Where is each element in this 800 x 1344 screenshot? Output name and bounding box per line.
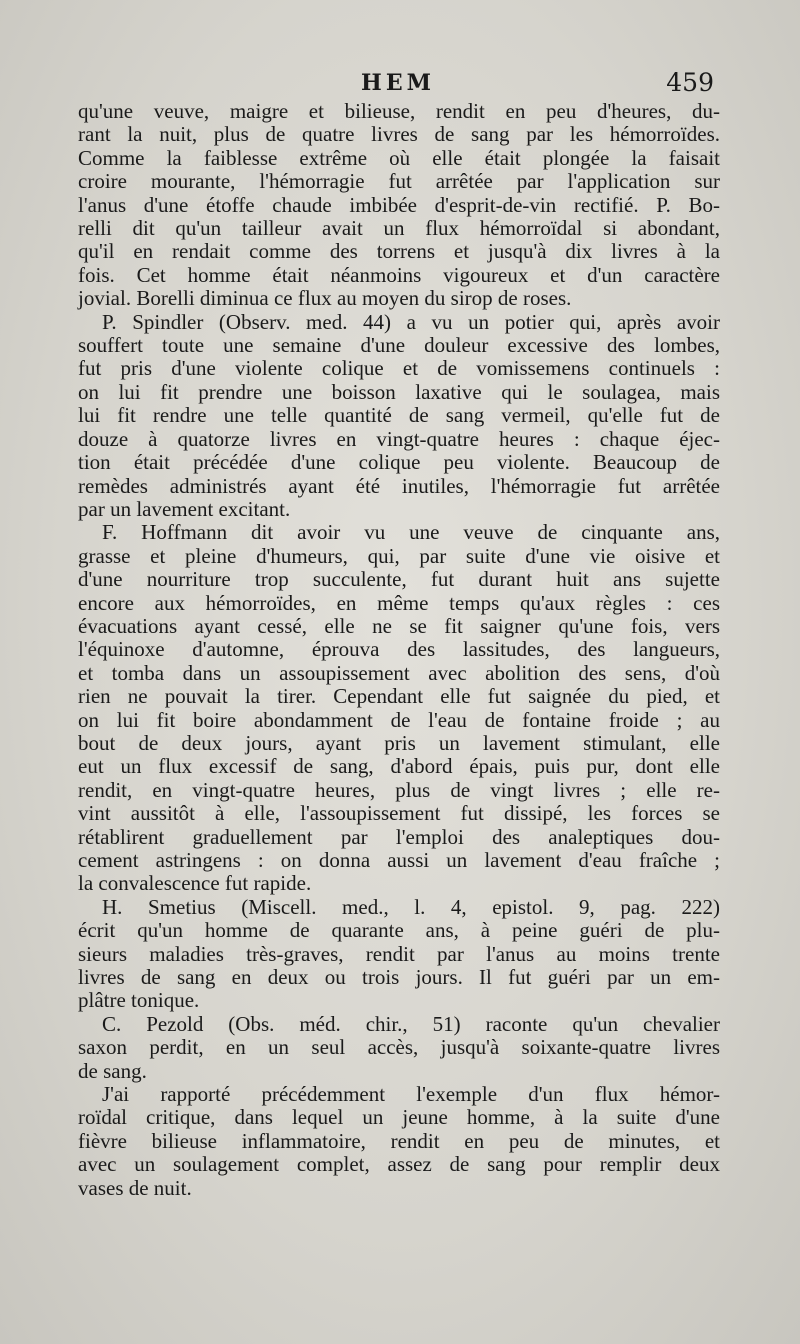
paragraph (78, 1083, 720, 1200)
text-line: C. Pezold (Obs. méd. chir., 51) raconte qu'un chevalier (102, 1011, 720, 1036)
text-line: vint aussitôt à elle, l'assoupissement fut dissipé, les forces se (78, 801, 720, 826)
page-number: 459 (666, 68, 714, 97)
text-line: croire mourante, l'hémorragie fut arrêtée par l'application sur (78, 169, 720, 194)
text-line: l'anus d'une étoffe chaude imbibée d'esprit-de-vin rectifié. P. Bo- (78, 192, 720, 217)
paragraph (78, 1013, 720, 1083)
text-line: qu'une veuve, maigre et bilieuse, rendit en peu d'heures, du- (78, 99, 720, 123)
text-line: écrit qu'un homme de quarante ans, à peine guéri de plu- (78, 918, 720, 943)
text-line: sieurs maladies très-graves, rendit par l'anus au moins trente (78, 941, 720, 966)
text-line: lui fit rendre une telle quantité de sang vermeil, qu'elle fut de (78, 403, 720, 428)
text-line: la convalescence fut rapide. (78, 871, 312, 896)
text-line: rant la nuit, plus de quatre livres de sang par les hémorroïdes. (78, 122, 720, 147)
text-line: tion était précédée d'une colique peu violente. Beaucoup de (78, 450, 720, 475)
text-line: encore aux hémorroïdes, en même temps qu'aux règles : ces (78, 590, 720, 615)
text-line: rétablirent graduellement par l'emploi des analeptiques dou- (78, 824, 720, 849)
text-line: fois. Cet homme était néanmoins vigoureux et d'un caractère (78, 262, 720, 287)
text-line: livres de sang en deux ou trois jours. Il fut guéri par un em- (78, 965, 720, 990)
text-line: plâtre tonique. (78, 988, 200, 1013)
text-line: fièvre bilieuse inflammatoire, rendit en peu de minutes, et (78, 1128, 720, 1153)
text-line: fut pris d'une violente colique et de vomissemens continuels : (78, 356, 720, 381)
body-text (78, 100, 720, 1200)
text-line: relli dit qu'un tailleur avait un flux hémorroïdal si abondant, (78, 216, 720, 241)
text-line: qu'il en rendait comme des torrens et jusqu'à dix livres à la (78, 239, 720, 264)
text-line: avec un soulagement complet, assez de sang pour remplir deux (78, 1152, 720, 1177)
text-line: roïdal critique, dans lequel un jeune homme, à la suite d'une (78, 1105, 720, 1130)
running-title: HEM (361, 70, 435, 96)
text-line: et tomba dans un assoupissement avec abolition des sens, d'où (78, 660, 720, 685)
text-line: bout de deux jours, ayant pris un lavement stimulant, elle (78, 730, 720, 755)
text-line: d'une nourriture trop succulente, fut durant huit ans sujette (78, 567, 720, 592)
text-line: eut un flux excessif de sang, d'abord épais, puis pur, dont elle (78, 754, 720, 779)
text-line: grasse et pleine d'humeurs, qui, par suite d'une vie oisive et (78, 543, 720, 568)
text-line: cement astringens : on donna aussi un lavement d'eau fraîche ; (78, 848, 720, 872)
text-line: F. Hoffmann dit avoir vu une veuve de cinquante ans, (102, 520, 720, 545)
text-line: on lui fit prendre une boisson laxative qui le soulagea, mais (78, 379, 720, 404)
text-line: remèdes administrés ayant été inutiles, l'hémorragie fut arrêtée (78, 473, 720, 498)
text-line: rien ne pouvait la tirer. Cependant elle fut saignée du pied, et (78, 684, 720, 709)
page-header (78, 66, 718, 100)
text-line: J'ai rapporté précédemment l'exemple d'un flux hémor- (102, 1082, 720, 1107)
text-line: Comme la faiblesse extrême où elle était plongée la faisait (78, 145, 720, 170)
text-line: saxon perdit, en un seul accès, jusqu'à soixante-quatre livres (78, 1035, 720, 1060)
text-line: on lui fit boire abondamment de l'eau de fontaine froide ; au (78, 707, 720, 732)
text-line: H. Smetius (Miscell. med., l. 4, epistol. 9, pag. 222) (102, 894, 720, 919)
text-line: par un lavement excitant. (78, 496, 291, 521)
text-line: évacuations ayant cessé, elle ne se fit saigner qu'une fois, vers (78, 613, 720, 638)
text-line: vases de nuit. (78, 1175, 192, 1200)
text-line: rendit, en vingt-quatre heures, plus de vingt livres ; elle re- (78, 777, 720, 802)
paragraph (78, 311, 720, 522)
text-line: jovial. Borelli diminua ce flux au moyen du sirop de roses. (78, 286, 572, 311)
text-line: P. Spindler (Observ. med. 44) a vu un potier qui, après avoir (102, 309, 720, 334)
text-line: de sang. (78, 1058, 147, 1083)
paragraph (78, 896, 720, 1013)
paragraph (78, 100, 720, 311)
paragraph (78, 521, 720, 896)
text-line: souffert toute une semaine d'une douleur excessive des lombes, (78, 333, 720, 358)
text-line: douze à quatorze livres en vingt-quatre heures : chaque éjec- (78, 426, 720, 451)
text-line: l'équinoxe d'automne, éprouva des lassitudes, des langueurs, (78, 637, 720, 662)
